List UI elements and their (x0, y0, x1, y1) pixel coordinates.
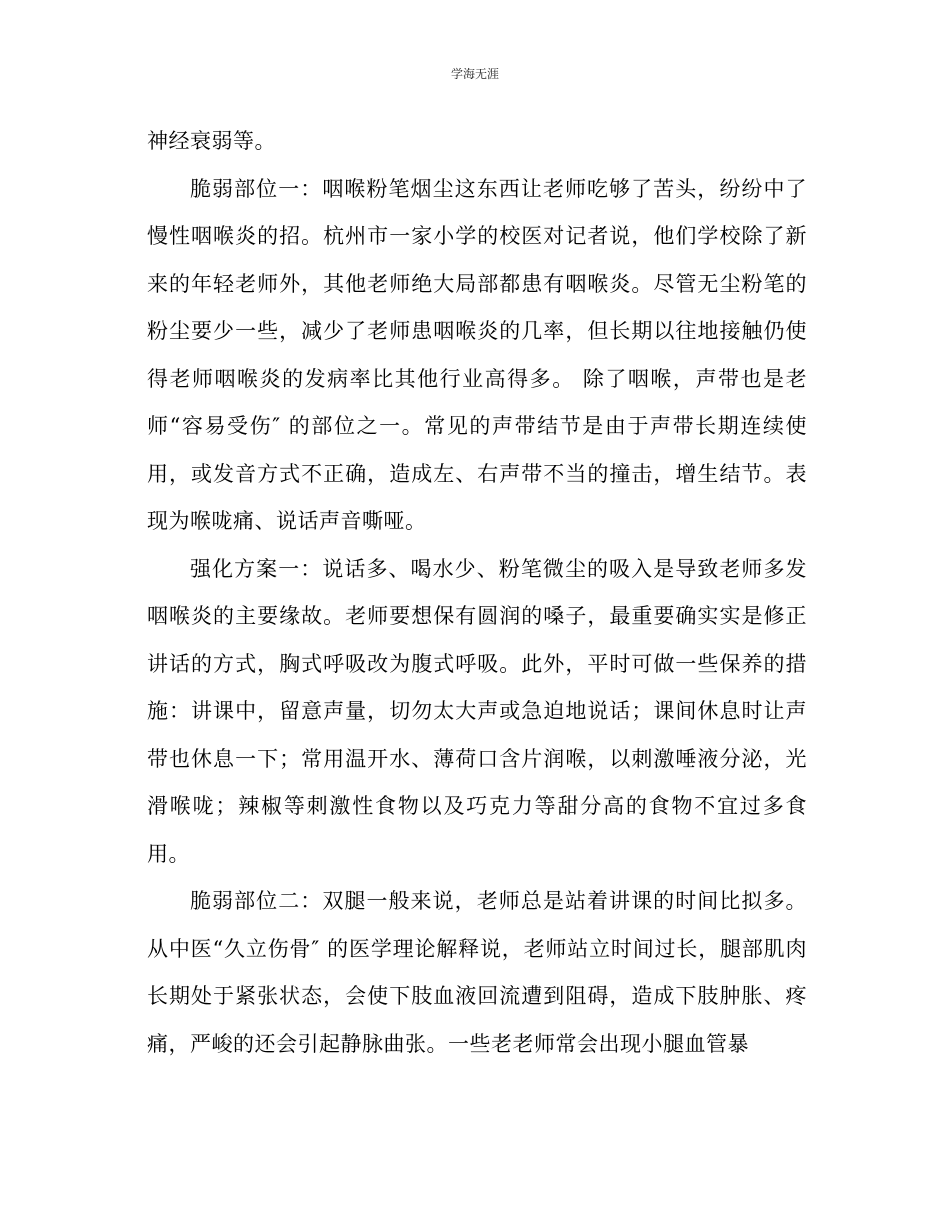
paragraph-3: 强化方案一：说话多、喝水少、粉笔微尘的吸入是导致老师多发咽喉炎的主要缘故。老师要想保有圆润的嗓子，最重要确实实是修正讲话的方式，胸式呼吸改为腹式呼吸。此外，平时可做一些保养的措施：讲课中，留意声量，切勿太大声或急迫地说话；课间休息时让声带也休息一下；常用温开水、薄荷口含片润喉，以刺激唾液分泌，光滑喉咙；辣椒等刺激性食物以及巧克力等甜分高的食物不宜过多食用。 (147, 556, 807, 866)
paragraph-1: 神经衰弱等。 (147, 129, 276, 153)
paragraph-2: 脆弱部位一：咽喉粉笔烟尘这东西让老师吃够了苦头，纷纷中了慢性咽喉炎的招。杭州市一家小学的校医对记者说，他们学校除了新来的年轻老师外，其他老师绝大局部都患有咽喉炎。尽管无尘粉笔的粉尘要少一些，减少了老师患咽喉炎的几率，但长期以往地接触仍使得老师咽喉炎的发病率比其他行业高得多。 除了咽喉，声带也是老师“容易受伤″ 的部位之一。常见的声带结节是由于声带长期连续使用，或发音方式不正确，造成左、右声带不当的撞击，增生结节。表现为喉咙痛、说话声音嘶哑。 (147, 176, 807, 533)
page-header: 学海无涯 (450, 67, 499, 81)
paragraph-4: 脆弱部位二：双腿一般来说，老师总是站着讲课的时间比拟多。从中医“久立伤骨″ 的医学理论解释说，老师站立时间过长，腿部肌肉长期处于紧张状态，会使下肢血液回流遭到阻碍，造成下肢肿胀、疼痛，严峻的还会引起静脉曲张。一些老老师常会出现小腿血管暴 (147, 889, 807, 1056)
document-body (147, 118, 807, 1068)
